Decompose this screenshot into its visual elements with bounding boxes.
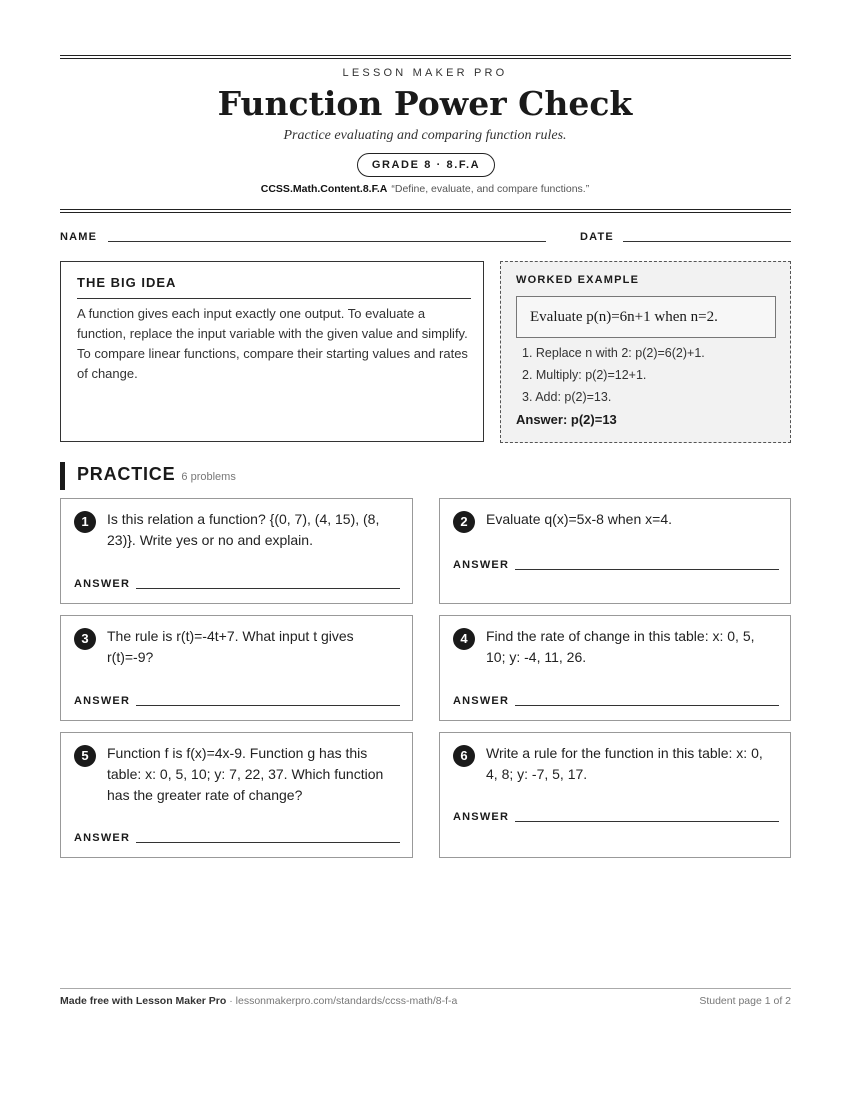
problem-number-badge: 4 [453, 628, 475, 650]
answer-label: ANSWER [453, 559, 510, 571]
worked-example-answer: Answer: p(2)=13 [516, 412, 617, 427]
answer-label: ANSWER [74, 578, 131, 590]
worked-example-step: 1. Replace n with 2: p(2)=6(2)+1. [522, 346, 705, 360]
problem-text: Is this relation a function? {(0, 7), (4, 15), (8, 23)}. Write yes or no and explain. [107, 511, 380, 548]
answer-label: ANSWER [453, 695, 510, 707]
footer-page-number: Student page 1 of 2 [699, 995, 791, 1007]
answer-label: ANSWER [74, 832, 131, 844]
page-title: Function Power Check [217, 84, 633, 123]
problem-number-badge: 3 [74, 628, 96, 650]
footer-made-with: Made free with Lesson Maker Pro [60, 995, 227, 1007]
problem-number-badge: 6 [453, 745, 475, 767]
big-idea-heading: THE BIG IDEA [77, 275, 177, 290]
date-label: DATE [580, 231, 614, 243]
answer-field[interactable] [136, 705, 400, 706]
worked-example-step: 3. Add: p(2)=13. [522, 390, 612, 404]
page-subtitle: Practice evaluating and comparing function rules. [283, 128, 567, 143]
answer-field[interactable] [136, 842, 400, 843]
answer-field[interactable] [136, 588, 400, 589]
problem-number-badge: 5 [74, 745, 96, 767]
brand-label: LESSON MAKER PRO [342, 67, 508, 79]
worked-example-steps [522, 342, 705, 408]
big-idea-divider [77, 298, 471, 299]
practice-accent-bar [60, 462, 65, 490]
problem-number-badge: 1 [74, 511, 96, 533]
top-rule-2 [60, 58, 791, 59]
worked-example-problem: Evaluate p(n)=6n+1 when n=2. [516, 296, 776, 338]
problem-card-3 [60, 615, 413, 721]
problem-card-2 [439, 498, 791, 604]
answer-field[interactable] [515, 705, 779, 706]
header-bottom-rule-2 [60, 212, 791, 213]
standard-line [0, 183, 850, 195]
answer-field[interactable] [515, 569, 779, 570]
name-field[interactable] [108, 241, 546, 242]
problem-card-1 [60, 498, 413, 604]
problem-text: Evaluate q(x)=5x-8 when x=4. [486, 511, 672, 527]
problem-text: Find the rate of change in this table: x: 0, 5, 10; y: -4, 11, 26. [486, 628, 755, 665]
big-idea-body: A function gives each input exactly one output. To evaluate a function, replace the input variable with the given value and simplify. To compare linear functions, compare their starting values and rates of change. [77, 306, 468, 381]
date-field[interactable] [623, 241, 791, 242]
top-rule-1 [60, 55, 791, 56]
footer-rule [60, 988, 791, 989]
problem-text: Function f is f(x)=4x-9. Function g has this table: x: 0, 5, 10; y: 7, 22, 37. Which function has the greater rate of change? [107, 745, 384, 803]
practice-count: 6 problems [181, 471, 236, 483]
worked-example-step: 2. Multiply: p(2)=12+1. [522, 368, 647, 382]
practice-heading [77, 464, 236, 485]
standard-code: CCSS.Math.Content.8.F.A [260, 183, 388, 195]
footer-url[interactable]: · lessonmakerpro.com/standards/ccss-math/8-f-a [226, 995, 458, 1007]
answer-field[interactable] [515, 821, 779, 822]
problem-card-5 [60, 732, 413, 858]
answer-label: ANSWER [453, 811, 510, 823]
footer-credit [60, 995, 457, 1007]
problem-number-badge: 2 [453, 511, 475, 533]
standard-text: “Define, evaluate, and compare functions.” [391, 183, 590, 195]
big-idea-box [60, 261, 484, 442]
worked-example-heading: WORKED EXAMPLE [516, 274, 640, 286]
grade-badge: GRADE 8 · 8.F.A [357, 153, 495, 177]
name-label: NAME [60, 231, 98, 243]
problem-text: The rule is r(t)=-4t+7. What input t gives r(t)=-9? [107, 628, 354, 665]
problem-text: Write a rule for the function in this table: x: 0, 4, 8; y: -7, 5, 17. [486, 745, 763, 782]
worked-example-box [500, 261, 791, 443]
practice-heading-label: PRACTICE [77, 464, 176, 484]
header-bottom-rule-1 [60, 209, 791, 210]
answer-label: ANSWER [74, 695, 131, 707]
problem-card-4 [439, 615, 791, 721]
problem-card-6 [439, 732, 791, 858]
